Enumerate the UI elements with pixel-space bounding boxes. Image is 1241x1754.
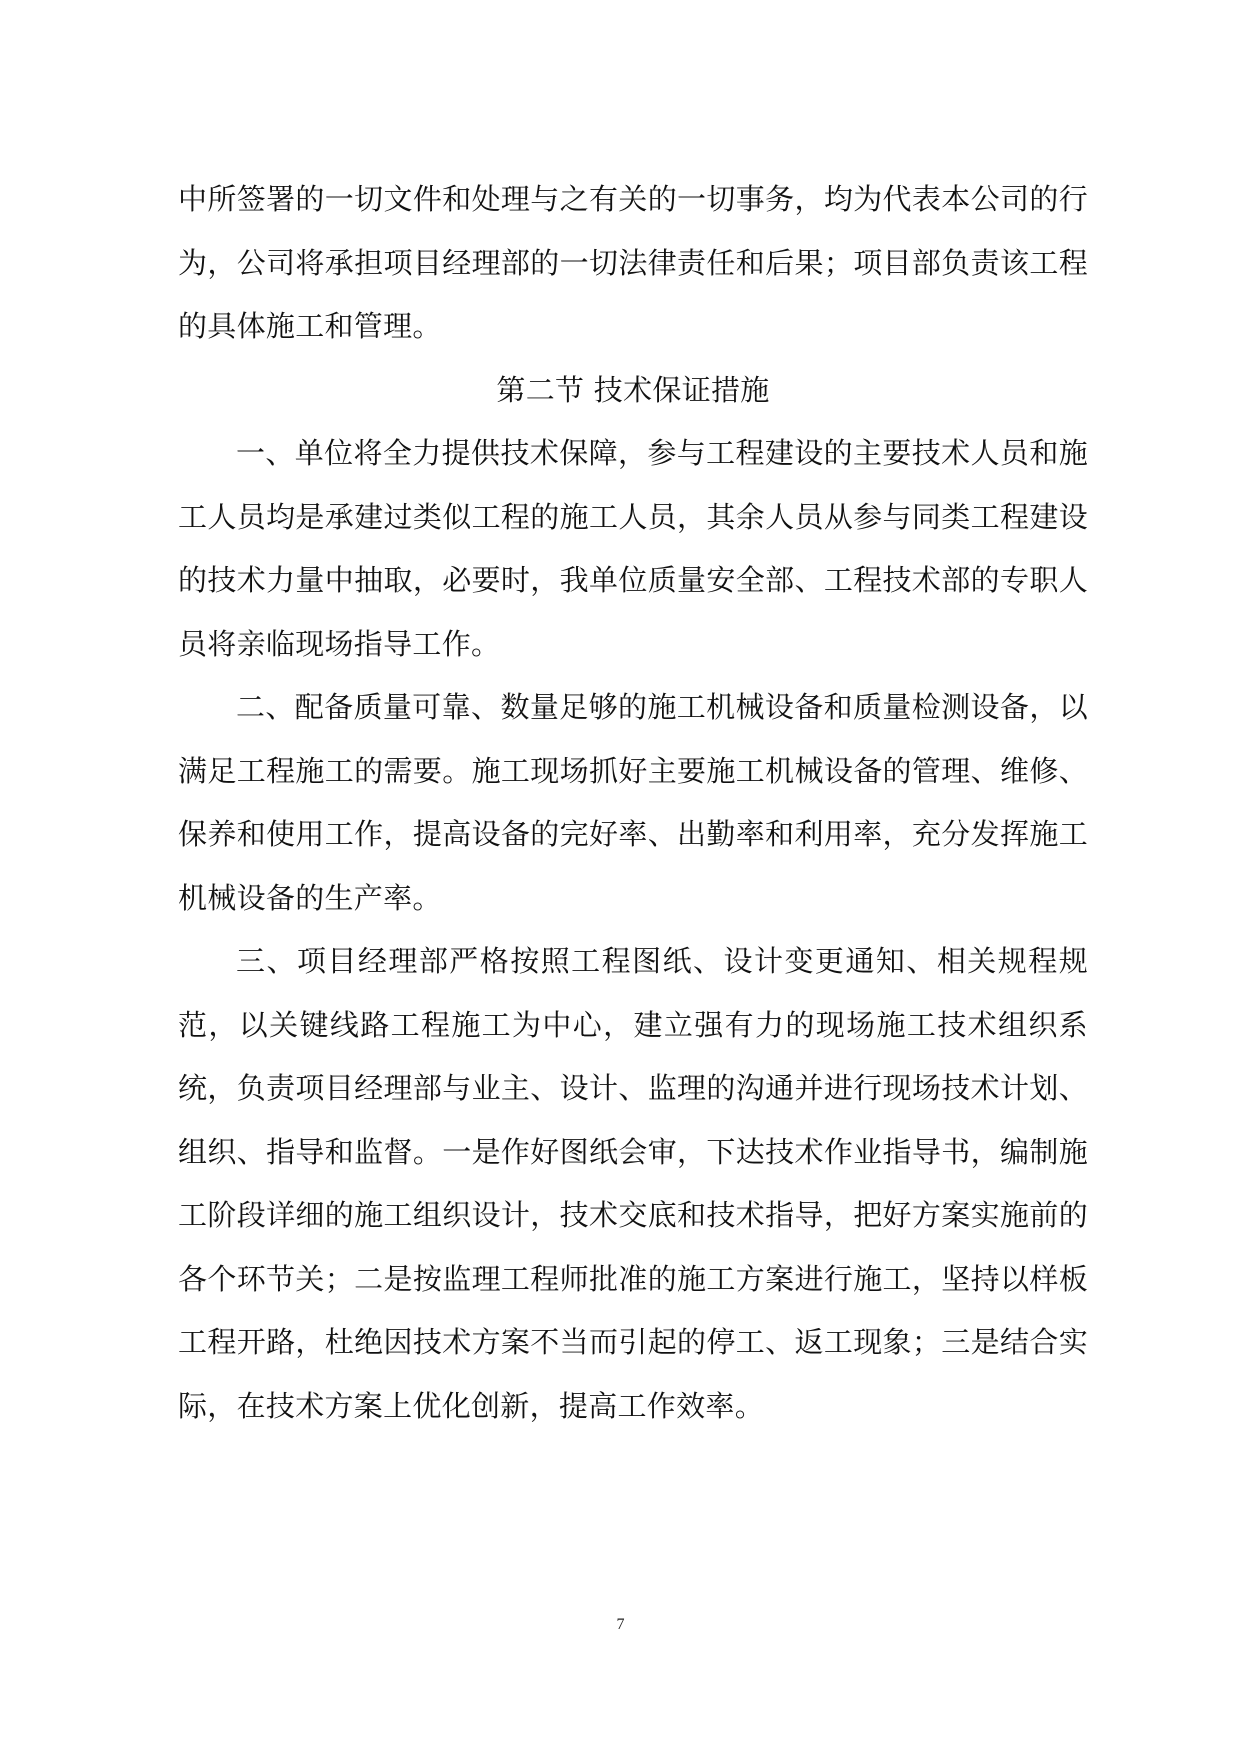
- text-column: [178, 168, 1088, 1438]
- section-paragraph-3: 三、项目经理部严格按照工程图纸、设计变更通知、相关规程规范，以关键线路工程施工为中心，建立强有力的现场施工技术组织系统，负责项目经理部与业主、设计、监理的沟通并进行现场技术计划、组织、指导和监督。一是作好图纸会审，下达技术作业指导书，编制施工阶段详细的施工组织设计，技术交底和技术指导，把好方案实施前的各个环节关；二是按监理工程师批准的施工方案进行施工，坚持以样板工程开路，杜绝因技术方案不当而引起的停工、返工现象；三是结合实际，在技术方案上优化创新，提高工作效率。: [178, 944, 1088, 1423]
- section-paragraph-1: 一、单位将全力提供技术保障，参与工程建设的主要技术人员和施工人员均是承建过类似工程的施工人员，其余人员从参与同类工程建设的技术力量中抽取，必要时，我单位质量安全部、工程技术部的专职人员将亲临现场指导工作。: [178, 436, 1088, 661]
- page-number: 7: [616, 1616, 625, 1633]
- continuation-paragraph: 中所签署的一切文件和处理与之有关的一切事务，均为代表本公司的行为，公司将承担项目经理部的一切法律责任和后果；项目部负责该工程的具体施工和管理。: [178, 182, 1088, 343]
- section-heading: 第二节 技术保证措施: [496, 372, 770, 407]
- section-paragraph-2: 二、配备质量可靠、数量足够的施工机械设备和质量检测设备，以满足工程施工的需要。施工现场抓好主要施工机械设备的管理、维修、保养和使用工作，提高设备的完好率、出勤率和利用率，充分发挥施工机械设备的生产率。: [178, 690, 1088, 915]
